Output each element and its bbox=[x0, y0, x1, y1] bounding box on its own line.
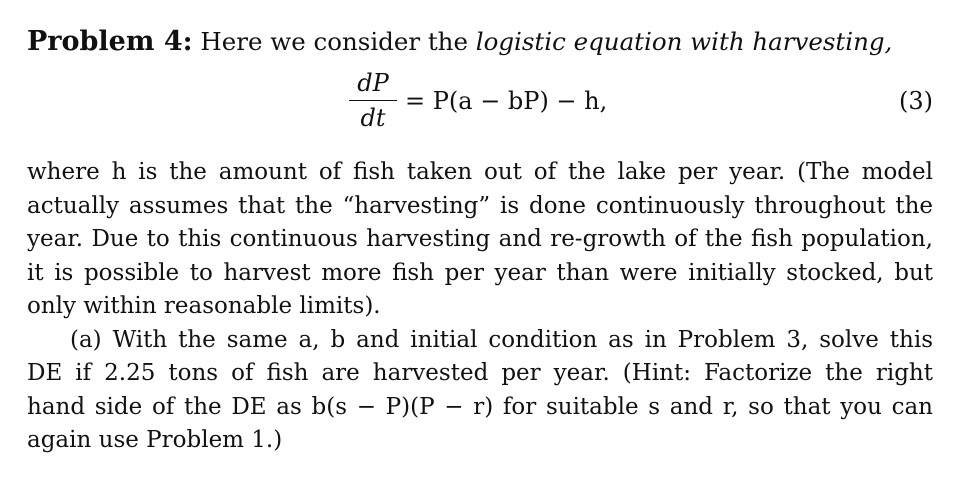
problem-heading: Problem 4: bbox=[27, 26, 193, 57]
paragraph-line: it is possible to harvest more fish per year than were initially stocked, but bbox=[27, 259, 933, 286]
problem-document bbox=[27, 22, 933, 458]
paragraph-part-a bbox=[27, 324, 933, 458]
fraction-numerator: dP bbox=[357, 69, 389, 97]
paragraph-line: actually assumes that the “harvesting” is done continuously throughout the bbox=[27, 192, 933, 219]
paragraph-explanation bbox=[27, 156, 933, 324]
paragraph-line: DE if 2.25 tons of fish are harvested per year. (Hint: Factorize the right bbox=[27, 360, 933, 386]
problem-topic: logistic equation with harvesting, bbox=[475, 27, 893, 56]
paragraph-line: (a) With the same a, b and initial condition as in Problem 3, solve this bbox=[70, 326, 933, 353]
equation-number: (3) bbox=[899, 87, 933, 115]
problem-intro: Here we consider the bbox=[200, 27, 476, 56]
fraction-bar bbox=[349, 100, 397, 101]
problem-statement-line bbox=[27, 22, 933, 62]
paragraph-line: again use Problem 1.) bbox=[27, 427, 283, 453]
paragraph-line: hand side of the DE as b(s − P)(P − r) for suitable s and r, so that you can bbox=[27, 393, 933, 420]
paragraph-line: only within reasonable limits). bbox=[27, 293, 381, 319]
paragraph-line: year. Due to this continuous harvesting and re-growth of the fish population, bbox=[27, 226, 933, 252]
fraction-denominator: dt bbox=[360, 104, 386, 132]
derivative-fraction bbox=[349, 68, 397, 133]
equation-3 bbox=[27, 64, 933, 156]
equation-right-hand-side: = P(a − bP) − h, bbox=[405, 87, 608, 115]
paragraph-line: where h is the amount of fish taken out of the lake per year. (The model bbox=[27, 159, 933, 185]
